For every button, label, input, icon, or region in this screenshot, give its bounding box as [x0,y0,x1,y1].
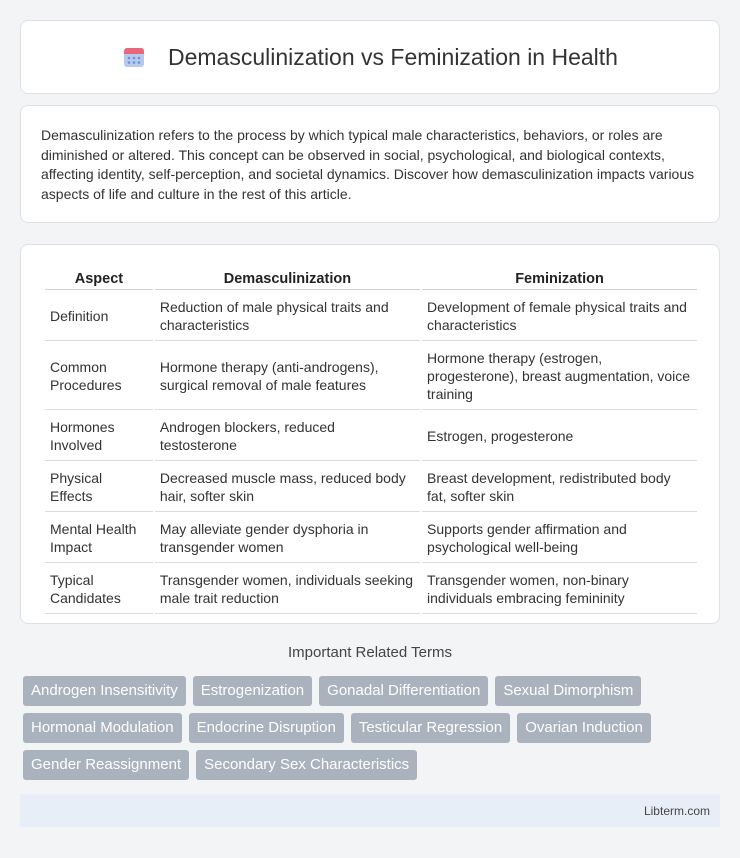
table-cell: Reduction of male physical traits and characteristics [155,292,420,341]
table-cell: Transgender women, non-binary individuals embracing femininity [422,565,697,614]
intro-paragraph: Demasculinization refers to the process by which typical male characteristics, behaviors, or roles are diminished or altered. This concept can be observed in social, psychological, and biological contexts, affecting identity, self-perception, and societal dynamics. Discover how demasculinization impacts various aspects of life and culture in the rest of this article. [41,127,695,202]
table-cell: Supports gender affirmation and psychological well-being [422,514,697,563]
table-cell: Androgen blockers, reduced testosterone [155,412,420,461]
page-title: Demasculinization vs Feminization in Health [168,43,618,70]
related-term-tag[interactable]: Estrogenization [193,676,312,706]
table-cell: Mental Health Impact [45,514,153,563]
table-cell: Hormone therapy (estrogen, progesterone), breast augmentation, voice training [422,343,697,410]
related-term-tag[interactable]: Testicular Regression [351,713,510,743]
related-terms-title: Important Related Terms [288,644,452,661]
header-card [20,20,720,94]
footer-brand-link[interactable]: Libterm.com [643,803,710,818]
table-header-row [45,267,697,290]
table-cell: Common Procedures [45,343,153,410]
table-row [45,412,697,461]
comparison-table [43,265,699,616]
related-term-tag[interactable]: Gender Reassignment [23,750,189,780]
header-aspect: Aspect [45,267,153,290]
related-terms-list [23,676,723,780]
table-cell: Hormone therapy (anti-androgens), surgical removal of male features [155,343,420,410]
table-cell: Definition [45,292,153,341]
table-cell: Typical Candidates [45,565,153,614]
related-term-tag[interactable]: Androgen Insensitivity [23,676,186,706]
table-cell: Decreased muscle mass, reduced body hair, softer skin [155,463,420,512]
related-term-tag[interactable]: Gonadal Differentiation [319,676,488,706]
calendar-icon [122,45,146,69]
related-term-tag[interactable]: Secondary Sex Characteristics [196,750,417,780]
related-term-tag[interactable]: Sexual Dimorphism [495,676,641,706]
table-cell: Hormones Involved [45,412,153,461]
related-term-tag[interactable]: Hormonal Modulation [23,713,182,743]
table-cell: Physical Effects [45,463,153,512]
table-cell: Transgender women, individuals seeking male trait reduction [155,565,420,614]
table-row [45,292,697,341]
table-row [45,343,697,410]
table-cell: May alleviate gender dysphoria in transgender women [155,514,420,563]
footer [20,794,720,827]
table-row [45,514,697,563]
header-feminization: Feminization [422,267,697,290]
related-term-tag[interactable]: Ovarian Induction [517,713,651,743]
comparison-table-card [20,244,720,624]
table-row [45,463,697,512]
table-cell: Estrogen, progesterone [422,412,697,461]
table-cell: Development of female physical traits and characteristics [422,292,697,341]
table-row [45,565,697,614]
intro-card [20,105,720,223]
header-demasculinization: Demasculinization [155,267,420,290]
table-cell: Breast development, redistributed body fat, softer skin [422,463,697,512]
related-term-tag[interactable]: Endocrine Disruption [189,713,344,743]
